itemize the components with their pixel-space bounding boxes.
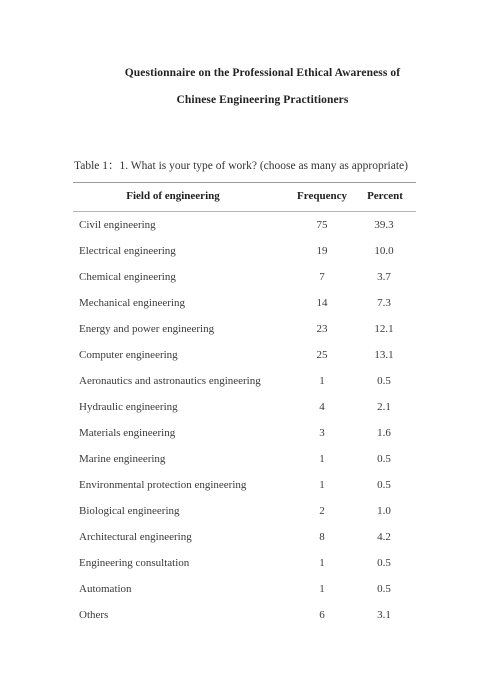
table-row — [73, 269, 416, 295]
cell-frequency: 4 — [319, 401, 325, 413]
cell-field-of-engineering: Biological engineering — [79, 505, 180, 517]
cell-percent: 0.5 — [377, 375, 391, 387]
table-row — [73, 243, 416, 269]
cell-field-of-engineering: Chemical engineering — [79, 271, 176, 283]
cell-percent: 0.5 — [377, 583, 391, 595]
table-row — [73, 217, 416, 243]
table-row — [73, 321, 416, 347]
table-row — [73, 295, 416, 321]
cell-field-of-engineering: Materials engineering — [79, 427, 176, 439]
table-header-row — [73, 190, 416, 206]
table-row — [73, 373, 416, 399]
cell-percent: 0.5 — [377, 453, 391, 465]
cell-percent: 12.1 — [374, 323, 394, 335]
cell-percent: 39.3 — [374, 219, 394, 231]
cell-frequency: 19 — [316, 245, 328, 257]
header-percent: Percent — [367, 190, 403, 202]
cell-frequency: 8 — [319, 531, 325, 543]
cell-percent: 2.1 — [377, 401, 391, 413]
header-field-of-engineering: Field of engineering — [126, 190, 220, 202]
cell-frequency: 1 — [319, 583, 325, 595]
table-row — [73, 529, 416, 555]
cell-field-of-engineering: Environmental protection engineering — [79, 479, 247, 491]
cell-percent: 0.5 — [377, 479, 391, 491]
header-frequency: Frequency — [297, 190, 347, 202]
cell-frequency: 1 — [319, 375, 325, 387]
table-row — [73, 347, 416, 373]
cell-field-of-engineering: Marine engineering — [79, 453, 166, 465]
document-title-line-1: Questionnaire on the Professional Ethical Awareness of — [124, 67, 401, 79]
cell-frequency: 75 — [316, 219, 328, 231]
cell-percent: 7.3 — [377, 297, 391, 309]
cell-field-of-engineering: Hydraulic engineering — [79, 401, 178, 413]
cell-field-of-engineering: Mechanical engineering — [79, 297, 185, 309]
cell-frequency: 1 — [319, 557, 325, 569]
table-row — [73, 607, 416, 633]
cell-field-of-engineering: Civil engineering — [79, 219, 156, 231]
cell-frequency: 1 — [319, 479, 325, 491]
table-header-rule — [73, 211, 416, 212]
cell-frequency: 2 — [319, 505, 325, 517]
table-row — [73, 581, 416, 607]
table-row — [73, 477, 416, 503]
cell-field-of-engineering: Computer engineering — [79, 349, 178, 361]
table-row — [73, 503, 416, 529]
table-row — [73, 399, 416, 425]
cell-percent: 4.2 — [377, 531, 391, 543]
cell-frequency: 7 — [319, 271, 325, 283]
table-body — [73, 217, 416, 633]
cell-frequency: 6 — [319, 609, 325, 621]
cell-field-of-engineering: Engineering consultation — [79, 557, 190, 569]
cell-percent: 10.0 — [374, 245, 394, 257]
cell-percent: 0.5 — [377, 557, 391, 569]
cell-field-of-engineering: Energy and power engineering — [79, 323, 215, 335]
cell-field-of-engineering: Architectural engineering — [79, 531, 192, 543]
cell-percent: 1.0 — [377, 505, 391, 517]
table-row — [73, 555, 416, 581]
cell-frequency: 25 — [316, 349, 328, 361]
cell-frequency: 23 — [316, 323, 328, 335]
cell-percent: 3.7 — [377, 271, 391, 283]
cell-percent: 1.6 — [377, 427, 391, 439]
table-caption: Table 1：1. What is your type of work? (choose as many as appropriate) — [74, 160, 408, 172]
cell-field-of-engineering: Automation — [79, 583, 132, 595]
table-row — [73, 425, 416, 451]
table-top-rule — [73, 182, 416, 183]
cell-field-of-engineering: Electrical engineering — [79, 245, 176, 257]
table-row — [73, 451, 416, 477]
document-title-line-2: Chinese Engineering Practitioners — [176, 94, 349, 106]
cell-percent: 13.1 — [374, 349, 394, 361]
cell-frequency: 14 — [316, 297, 328, 309]
cell-frequency: 3 — [319, 427, 325, 439]
cell-percent: 3.1 — [377, 609, 391, 621]
cell-field-of-engineering: Others — [79, 609, 109, 621]
cell-frequency: 1 — [319, 453, 325, 465]
cell-field-of-engineering: Aeronautics and astronautics engineering — [79, 375, 261, 387]
